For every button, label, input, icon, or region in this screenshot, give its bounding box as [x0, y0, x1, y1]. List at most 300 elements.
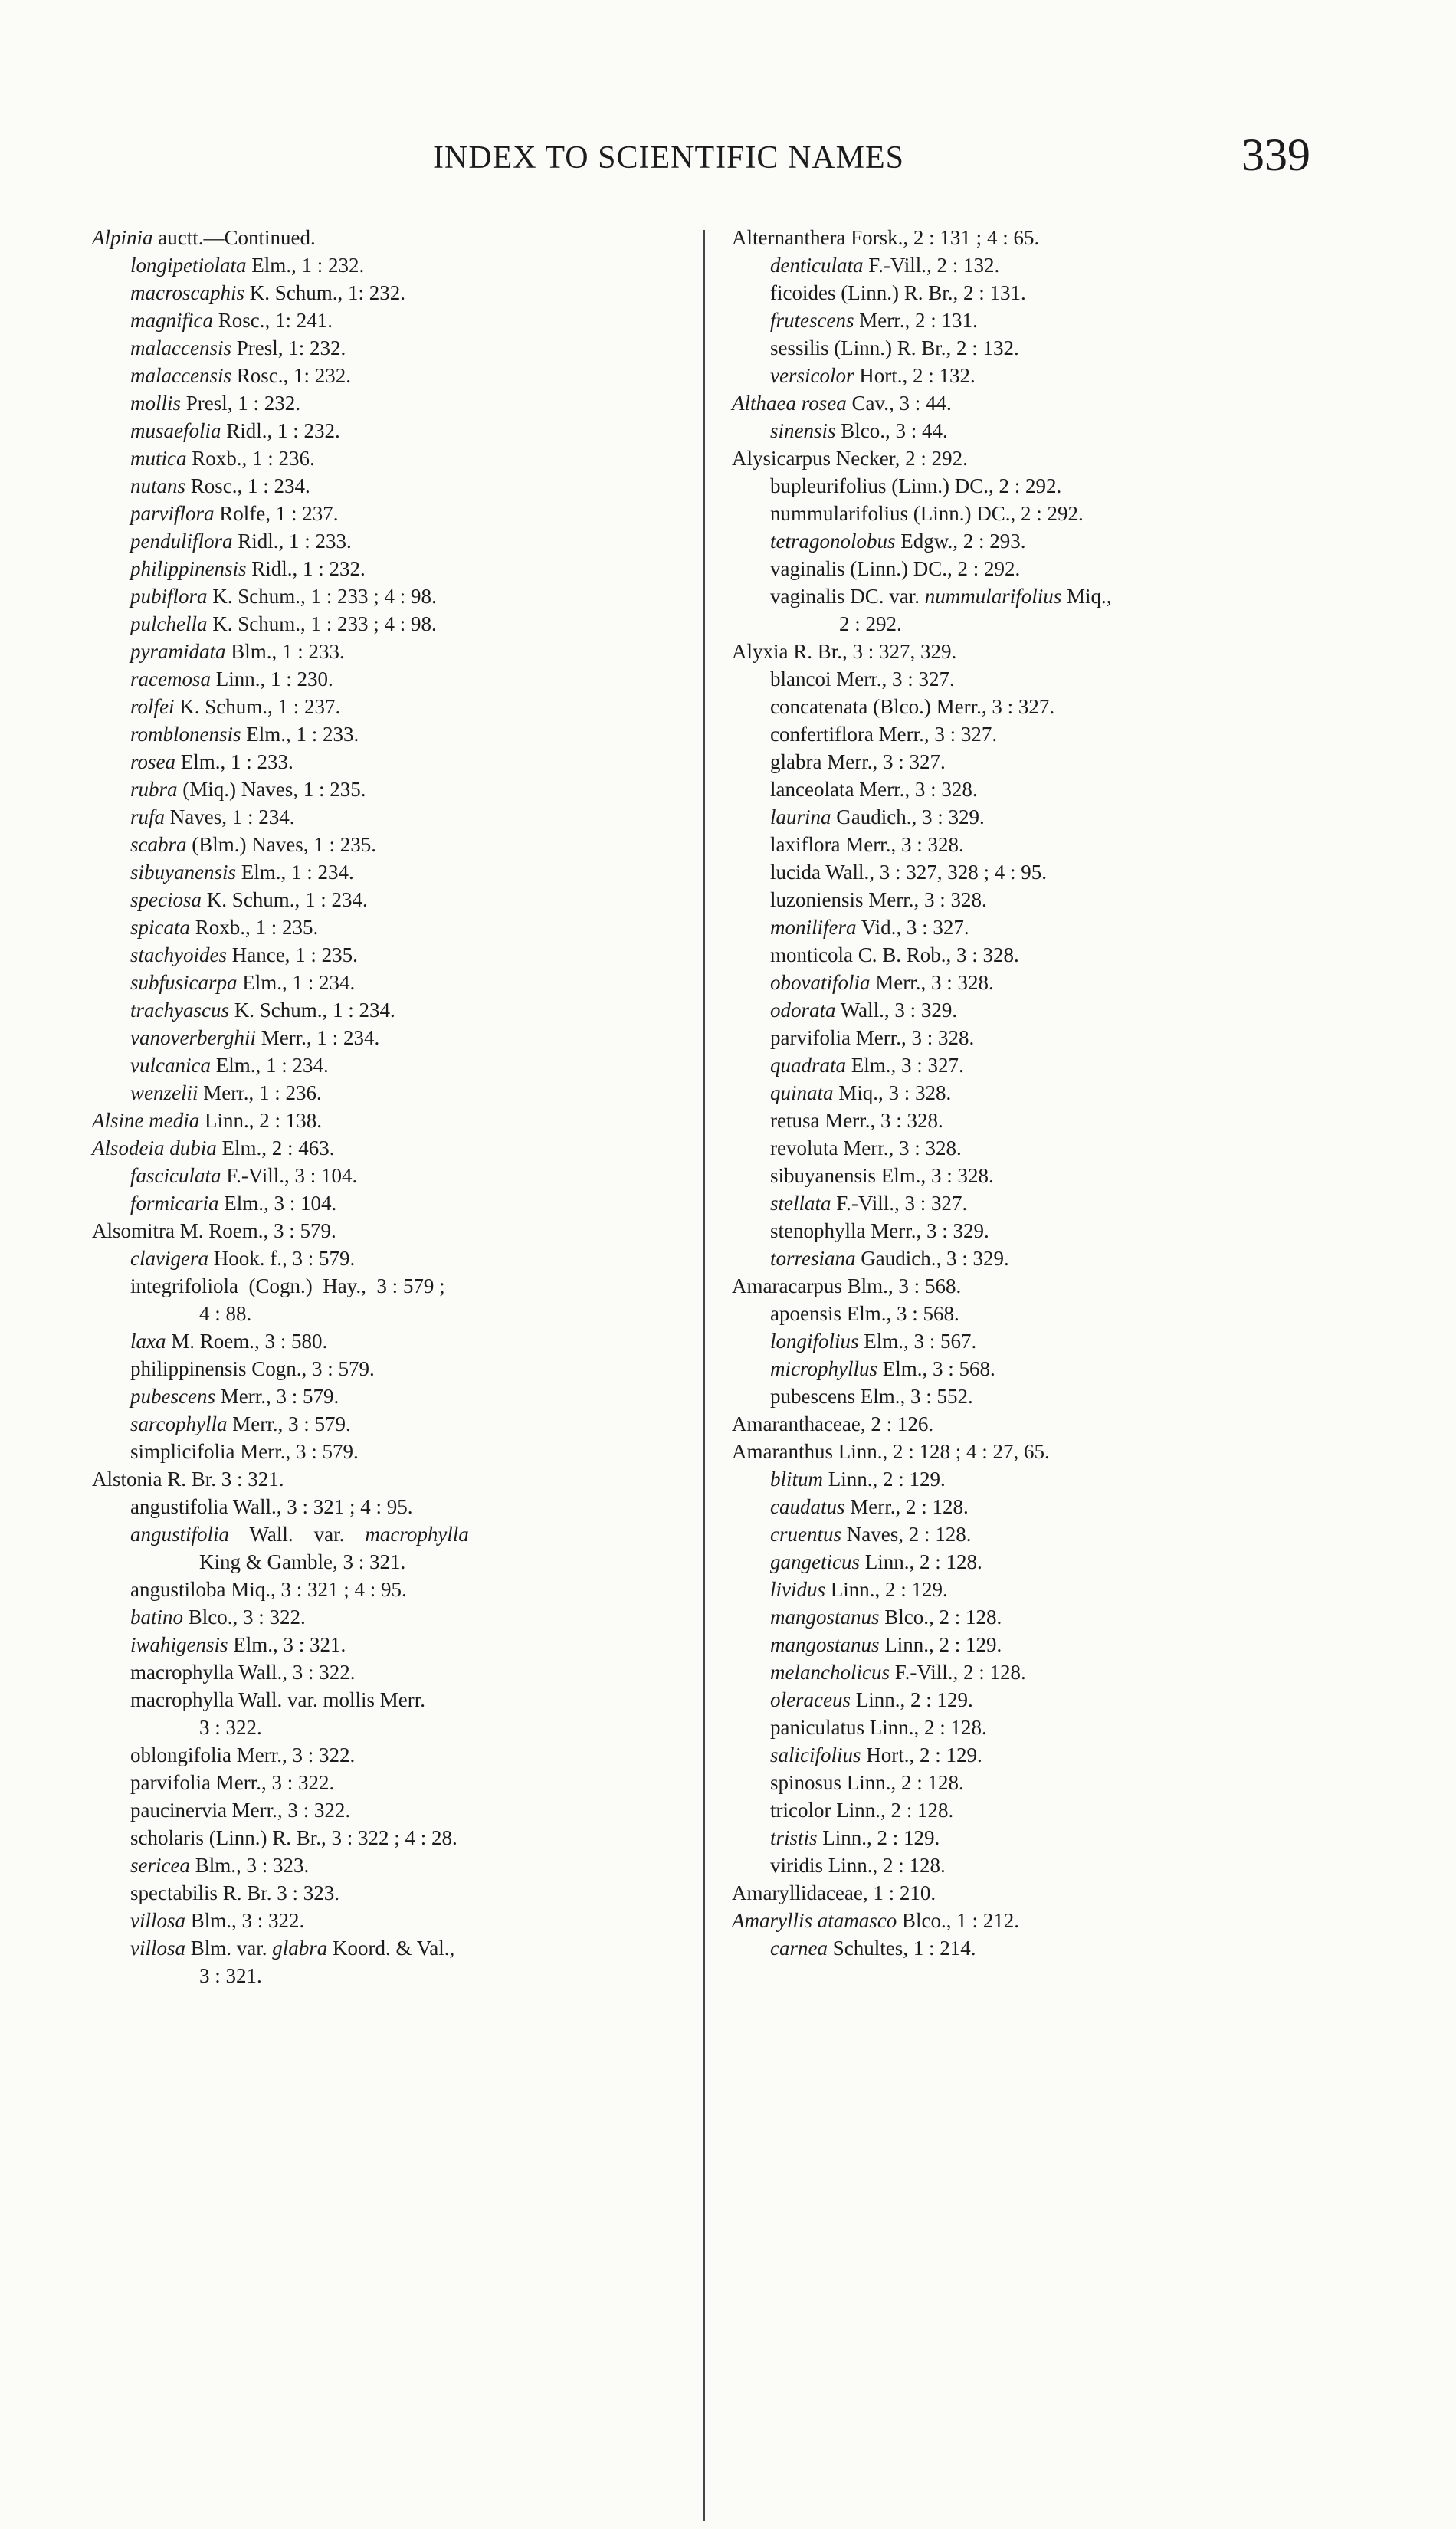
index-entry-sub [732, 1107, 1333, 1134]
index-entry-sub [732, 1134, 1333, 1162]
entry-text: Elm., 1 : 233. [241, 723, 359, 746]
entry-text-italic: scabra [130, 833, 187, 856]
index-entry-sub [92, 1907, 690, 1934]
index-entry-sub [732, 1686, 1333, 1714]
entry-text: Wall., 3 : 329. [835, 999, 958, 1022]
entry-text: ficoides (Linn.) R. Br., 2 : 131. [770, 281, 1026, 304]
entry-text: Elm., 2 : 463. [216, 1137, 335, 1160]
entry-text-italic: pulchella [130, 612, 208, 635]
entry-text-italic: racemosa [130, 668, 211, 690]
index-entry-sub [732, 886, 1333, 914]
entry-text-italic: angustifolia [130, 1523, 230, 1546]
index-entry-sub [732, 941, 1333, 969]
entry-text-italic: pubescens [130, 1385, 215, 1408]
entry-text: F.-Vill., 3 : 327. [831, 1192, 968, 1215]
index-entry-sub [732, 720, 1333, 748]
entry-text-italic: odorata [770, 999, 836, 1022]
index-entry-sub [92, 472, 690, 500]
entry-text: laxiflora Merr., 3 : 328. [770, 833, 964, 856]
index-entry-sub [92, 307, 690, 334]
entry-text-italic: nummularifolius [924, 585, 1062, 608]
entry-text: lucida Wall., 3 : 327, 328 ; 4 : 95. [770, 861, 1048, 884]
index-entry-sub [732, 803, 1333, 831]
entry-text: Linn., 2 : 129. [817, 1826, 940, 1849]
index-entry-sub [732, 307, 1333, 334]
entry-text: Blco., 1 : 212. [897, 1909, 1019, 1932]
entry-text-italic: tristis [770, 1826, 818, 1849]
index-entry-main [732, 389, 1333, 417]
entry-text: Elm., 3 : 567. [858, 1330, 977, 1353]
entry-text: Alstonia R. Br. 3 : 321. [92, 1468, 284, 1491]
index-entry-sub [92, 969, 690, 996]
index-entry-sub [732, 1934, 1333, 1962]
index-entry-sub [92, 1327, 690, 1355]
index-entry-sub [92, 1852, 690, 1879]
entry-text-italic: glabra [272, 1937, 328, 1960]
entry-text: Merr., 1 : 236. [198, 1081, 322, 1104]
entry-text-italic: Alsodeia dubia [92, 1137, 217, 1160]
entry-text-italic: torresiana [770, 1247, 856, 1270]
entry-text: Alsomitra M. Roem., 3 : 579. [92, 1219, 336, 1242]
entry-text: Linn., 2 : 129. [823, 1468, 946, 1491]
entry-text: Blm., 3 : 323. [189, 1854, 310, 1877]
entry-text: paniculatus Linn., 2 : 128. [770, 1716, 987, 1739]
entry-text: Presl, 1 : 232. [181, 392, 301, 415]
index-entry-sub [92, 527, 690, 555]
entry-text-italic: villosa [130, 1937, 185, 1960]
entry-text: Schultes, 1 : 214. [827, 1937, 976, 1960]
index-entry-sub [732, 996, 1333, 1024]
entry-text-italic: rubra [130, 778, 178, 801]
entry-text: vaginalis (Linn.) DC., 2 : 292. [770, 557, 1021, 580]
index-entry-sub [92, 776, 690, 803]
entry-text-italic: Althaea rosea [732, 392, 847, 415]
entry-text: Rolfe, 1 : 237. [214, 502, 339, 525]
index-entry-sub [92, 1934, 690, 1962]
index-entry-sub [732, 279, 1333, 307]
entry-text: Blco., 3 : 322. [183, 1606, 306, 1629]
entry-text: Gaudich., 3 : 329. [855, 1247, 1009, 1270]
index-entry-sub [92, 1576, 690, 1603]
index-entry-sub [92, 334, 690, 362]
entry-text-italic: musaefolia [130, 419, 221, 442]
entry-text: Naves, 2 : 128. [841, 1523, 972, 1546]
entry-text-italic: wenzelii [130, 1081, 198, 1104]
index-entry-sub [732, 1714, 1333, 1741]
index-entry-sub [92, 389, 690, 417]
entry-text: revoluta Merr., 3 : 328. [770, 1137, 962, 1160]
index-entry-sub [92, 831, 690, 858]
index-entry-sub [92, 1162, 690, 1189]
entry-text: blancoi Merr., 3 : 327. [770, 668, 955, 690]
entry-text: Linn., 2 : 138. [199, 1109, 322, 1132]
index-entry-sub [92, 444, 690, 472]
index-entry-sub [92, 914, 690, 941]
index-entry-sub [92, 1824, 690, 1852]
index-entry-main [732, 638, 1333, 665]
index-entry-sub [732, 1024, 1333, 1051]
index-entry-sub [732, 1769, 1333, 1796]
entry-text: parvifolia Merr., 3 : 328. [770, 1026, 975, 1049]
entry-text-italic: rosea [130, 750, 175, 773]
entry-text: Elm., 1 : 234. [210, 1054, 329, 1077]
index-entry-main [732, 1410, 1333, 1438]
entry-text-italic: vanoverberghii [130, 1026, 256, 1049]
entry-text: philippinensis Cogn., 3 : 579. [130, 1357, 375, 1380]
index-entry-sub [732, 1189, 1333, 1217]
index-entry-main [92, 1134, 690, 1162]
entry-text: retusa Merr., 3 : 328. [770, 1109, 943, 1132]
index-entry-sub [92, 1272, 690, 1300]
column-divider [703, 230, 705, 2521]
entry-text-italic: nutans [130, 474, 186, 497]
entry-text: integrifoliola (Cogn.) Hay., 3 : 579 ; [130, 1274, 445, 1297]
entry-text: Amaryllidaceae, 1 : 210. [732, 1881, 936, 1904]
entry-text: angustiloba Miq., 3 : 321 ; 4 : 95. [130, 1578, 407, 1601]
index-entry-sub [92, 582, 690, 610]
entry-text: (Blm.) Naves, 1 : 235. [186, 833, 376, 856]
index-entry-sub [92, 1493, 690, 1520]
entry-text: vaginalis DC. var. [770, 585, 925, 608]
page-number: 339 [1241, 130, 1310, 180]
entry-text-italic: mutica [130, 447, 187, 470]
entry-text: Elm., 3 : 104. [218, 1192, 337, 1215]
index-entry-sub [732, 1576, 1333, 1603]
entry-text: Elm., 1 : 234. [236, 861, 354, 884]
index-entry-sub [732, 1383, 1333, 1410]
index-entry-sub [732, 1465, 1333, 1493]
entry-text-italic: magnifica [130, 309, 213, 332]
entry-text: monticola C. B. Rob., 3 : 328. [770, 943, 1019, 966]
entry-text: Edgw., 2 : 293. [895, 530, 1026, 553]
index-entry-sub [732, 665, 1333, 693]
index-entry-sub [92, 1383, 690, 1410]
entry-text: Rosc., 1: 241. [213, 309, 333, 332]
entry-text-italic: mangostanus [770, 1633, 880, 1656]
entry-text-italic: stellata [770, 1192, 831, 1215]
entry-text-italic: cruentus [770, 1523, 841, 1546]
entry-text: pubescens Elm., 3 : 552. [770, 1385, 973, 1408]
entry-text-italic: denticulata [770, 254, 864, 277]
index-column-right [732, 224, 1333, 1962]
index-entry-sub [92, 803, 690, 831]
entry-text-italic: frutescens [770, 309, 854, 332]
entry-text-italic: philippinensis [130, 557, 247, 580]
index-entry-continuation [92, 1962, 690, 1989]
index-entry-sub [92, 555, 690, 582]
entry-text: Ridl., 1 : 233. [232, 530, 352, 553]
entry-text-italic: penduliflora [130, 530, 233, 553]
entry-text-italic: monilifera [770, 916, 857, 939]
entry-text: glabra Merr., 3 : 327. [770, 750, 946, 773]
entry-text-italic: gangeticus [770, 1550, 860, 1573]
entry-text: K. Schum., 1 : 237. [174, 695, 341, 718]
entry-text-italic: romblonensis [130, 723, 241, 746]
entry-text: luzoniensis Merr., 3 : 328. [770, 888, 987, 911]
entry-text: sessilis (Linn.) R. Br., 2 : 132. [770, 336, 1019, 359]
entry-text-italic: pyramidata [130, 640, 226, 663]
entry-text-italic: salicifolius [770, 1743, 861, 1766]
index-entry-sub [732, 555, 1333, 582]
entry-text: Elm., 1 : 232. [246, 254, 365, 277]
entry-text: Blco., 3 : 44. [835, 419, 948, 442]
index-entry-sub [732, 527, 1333, 555]
entry-text-italic: rolfei [130, 695, 175, 718]
entry-text: 3 : 321. [199, 1964, 262, 1987]
entry-text-italic: obovatifolia [770, 971, 871, 994]
entry-text-italic: oleraceus [770, 1688, 851, 1711]
entry-text: Rosc., 1 : 234. [185, 474, 310, 497]
index-entry-sub [732, 1741, 1333, 1769]
index-entry-sub [92, 1686, 690, 1714]
entry-text-italic: Alpinia [92, 226, 153, 249]
entry-text: paucinervia Merr., 3 : 322. [130, 1799, 351, 1822]
index-entry-sub [92, 1741, 690, 1769]
index-entry-sub [732, 362, 1333, 389]
index-entry-main [92, 1107, 690, 1134]
index-entry-sub [92, 665, 690, 693]
index-entry-sub [732, 1824, 1333, 1852]
entry-text: Cav., 3 : 44. [846, 392, 952, 415]
entry-text-italic: formicaria [130, 1192, 219, 1215]
entry-text-italic: melancholicus [770, 1661, 890, 1684]
entry-text-italic: malaccensis [130, 364, 231, 387]
entry-text: Naves, 1 : 234. [165, 805, 295, 828]
index-entry-sub [92, 417, 690, 444]
entry-text: Amaranthus Linn., 2 : 128 ; 4 : 27, 65. [732, 1440, 1050, 1463]
index-entry-sub [92, 1410, 690, 1438]
entry-text-italic: mollis [130, 392, 182, 415]
entry-text: auctt.—Continued. [152, 226, 316, 249]
entry-text-italic: villosa [130, 1909, 185, 1932]
entry-text: F.-Vill., 2 : 132. [863, 254, 1000, 277]
entry-text: Merr., 1 : 234. [255, 1026, 380, 1049]
index-entry-sub [92, 693, 690, 720]
entry-text: Merr., 2 : 128. [844, 1495, 969, 1518]
entry-text-italic: laurina [770, 805, 831, 828]
index-entry-sub [732, 1079, 1333, 1107]
index-entry-sub [732, 748, 1333, 776]
index-entry-sub [92, 251, 690, 279]
entry-text: oblongifolia Merr., 3 : 322. [130, 1743, 356, 1766]
entry-text: 4 : 88. [199, 1302, 252, 1325]
entry-text-italic: rufa [130, 805, 166, 828]
entry-text: Miq., 3 : 328. [833, 1081, 952, 1104]
entry-text-italic: clavigera [130, 1247, 208, 1270]
entry-text: Ridl., 1 : 232. [246, 557, 366, 580]
index-entry-sub [732, 1327, 1333, 1355]
entry-text: Hort., 2 : 132. [854, 364, 976, 387]
entry-text-italic: trachyascus [130, 999, 229, 1022]
entry-text: nummularifolius (Linn.) DC., 2 : 292. [770, 502, 1084, 525]
entry-text: spinosus Linn., 2 : 128. [770, 1771, 964, 1794]
index-entry-sub [92, 886, 690, 914]
index-entry-main [732, 444, 1333, 472]
index-entry-main [732, 1907, 1333, 1934]
entry-text-italic: vulcanica [130, 1054, 211, 1077]
index-entry-sub [732, 582, 1333, 610]
entry-text: Elm., 3 : 327. [846, 1054, 964, 1077]
entry-text-italic: sarcophylla [130, 1412, 228, 1435]
entry-text: bupleurifolius (Linn.) DC., 2 : 292. [770, 474, 1062, 497]
index-entry-sub [92, 1769, 690, 1796]
entry-text-italic: subfusicarpa [130, 971, 238, 994]
entry-text: Hook. f., 3 : 579. [208, 1247, 356, 1270]
entry-text: scholaris (Linn.) R. Br., 3 : 322 ; 4 : 28. [130, 1826, 457, 1849]
index-entry-main [732, 224, 1333, 251]
entry-text-italic: quinata [770, 1081, 834, 1104]
entry-text: Blm., 1 : 233. [225, 640, 345, 663]
index-entry-sub [732, 969, 1333, 996]
entry-text-italic: spicata [130, 916, 190, 939]
entry-text-italic: macrophylla [365, 1523, 469, 1546]
entry-text: Hort., 2 : 129. [861, 1743, 982, 1766]
running-title: INDEX TO SCIENTIFIC NAMES [433, 140, 904, 175]
index-entry-continuation [92, 1714, 690, 1741]
entry-text: parvifolia Merr., 3 : 322. [130, 1771, 335, 1794]
entry-text: Blm., 3 : 322. [185, 1909, 305, 1932]
entry-text: Ridl., 1 : 232. [221, 419, 340, 442]
entry-text-italic: pubiflora [130, 585, 208, 608]
index-entry-sub [732, 1548, 1333, 1576]
entry-text: 2 : 292. [839, 612, 902, 635]
entry-text: Koord. & Val., [327, 1937, 455, 1960]
index-entry-sub [732, 1852, 1333, 1879]
entry-text: spectabilis R. Br. 3 : 323. [130, 1881, 339, 1904]
entry-text: simplicifolia Merr., 3 : 579. [130, 1440, 359, 1463]
index-entry-sub [92, 1245, 690, 1272]
index-entry-continuation [92, 1300, 690, 1327]
entry-text: F.-Vill., 3 : 104. [221, 1164, 358, 1187]
index-column-left [92, 224, 690, 1989]
index-entry-sub [732, 831, 1333, 858]
entry-text: King & Gamble, 3 : 321. [199, 1550, 406, 1573]
index-entry-sub [732, 1493, 1333, 1520]
entry-text-italic: carnea [770, 1937, 828, 1960]
index-entry-sub [92, 1658, 690, 1686]
entry-text-italic: parviflora [130, 502, 215, 525]
entry-text: 3 : 322. [199, 1716, 262, 1739]
index-entry-main [92, 1217, 690, 1245]
index-entry-sub [92, 1520, 690, 1548]
entry-text: Merr., 2 : 131. [854, 309, 978, 332]
index-entry-sub [92, 1189, 690, 1217]
entry-text-italic: microphyllus [770, 1357, 877, 1380]
page-header [0, 129, 1456, 198]
entry-text: (Miq.) Naves, 1 : 235. [177, 778, 366, 801]
index-entry-sub [732, 500, 1333, 527]
index-entry-main [732, 1879, 1333, 1907]
entry-text: K. Schum., 1 : 234. [201, 888, 368, 911]
entry-text-italic: iwahigensis [130, 1633, 228, 1656]
entry-text: stenophylla Merr., 3 : 329. [770, 1219, 989, 1242]
entry-text: lanceolata Merr., 3 : 328. [770, 778, 978, 801]
index-entry-sub [732, 1631, 1333, 1658]
entry-text-italic: mangostanus [770, 1606, 880, 1629]
index-entry-sub [732, 334, 1333, 362]
entry-text: angustifolia Wall., 3 : 321 ; 4 : 95. [130, 1495, 413, 1518]
entry-text: K. Schum., 1: 232. [244, 281, 406, 304]
entry-text: Linn., 2 : 128. [859, 1550, 982, 1573]
index-entry-sub [732, 1520, 1333, 1548]
index-entry-sub [732, 1162, 1333, 1189]
index-entry-sub [92, 610, 690, 638]
index-entry-main [92, 1465, 690, 1493]
entry-text: apoensis Elm., 3 : 568. [770, 1302, 959, 1325]
entry-text-italic: lividus [770, 1578, 825, 1601]
entry-text: K. Schum., 1 : 233 ; 4 : 98. [207, 612, 437, 635]
entry-text: Alysicarpus Necker, 2 : 292. [732, 447, 968, 470]
entry-text: Elm., 1 : 234. [237, 971, 356, 994]
entry-text: Amaracarpus Blm., 3 : 568. [732, 1274, 962, 1297]
index-entry-sub [92, 1796, 690, 1824]
index-entry-continuation [732, 610, 1333, 638]
entry-text: Blco., 2 : 128. [879, 1606, 1002, 1629]
index-entry-sub [92, 1079, 690, 1107]
index-entry-sub [92, 1024, 690, 1051]
entry-text: Linn., 2 : 129. [850, 1688, 973, 1711]
entry-text: M. Roem., 3 : 580. [166, 1330, 328, 1353]
entry-text: Linn., 2 : 129. [879, 1633, 1002, 1656]
entry-text: Hance, 1 : 235. [226, 943, 358, 966]
entry-text: Linn., 2 : 129. [825, 1578, 948, 1601]
entry-text-italic: macroscaphis [130, 281, 244, 304]
entry-text: Blm. var. [185, 1937, 273, 1960]
entry-text: Rosc., 1: 232. [231, 364, 351, 387]
entry-text-italic: longifolius [770, 1330, 859, 1353]
entry-text: Merr., 3 : 579. [215, 1385, 339, 1408]
index-entry-sub [92, 941, 690, 969]
index-entry-sub [92, 1051, 690, 1079]
index-entry-sub [732, 1300, 1333, 1327]
index-entry-sub [92, 748, 690, 776]
entry-text-italic: blitum [770, 1468, 824, 1491]
entry-text: tricolor Linn., 2 : 128. [770, 1799, 954, 1822]
entry-text-italic: quadrata [770, 1054, 847, 1077]
entry-text: Amaranthaceae, 2 : 126. [732, 1412, 934, 1435]
index-entry-sub [732, 417, 1333, 444]
entry-text: Gaudich., 3 : 329. [831, 805, 985, 828]
entry-text: Wall. var. [229, 1523, 366, 1546]
index-entry-sub [732, 251, 1333, 279]
entry-text-italic: malaccensis [130, 336, 231, 359]
entry-text: macrophylla Wall. var. mollis Merr. [130, 1688, 426, 1711]
entry-text-italic: stachyoides [130, 943, 227, 966]
index-entry-sub [732, 472, 1333, 500]
entry-text-italic: versicolor [770, 364, 854, 387]
index-entry-sub [92, 720, 690, 748]
index-entry-sub [732, 1245, 1333, 1272]
entry-text: K. Schum., 1 : 233 ; 4 : 98. [207, 585, 437, 608]
entry-text-italic: Alsine media [92, 1109, 200, 1132]
index-entry-sub [92, 279, 690, 307]
index-entry-main [92, 224, 690, 251]
entry-text-italic: speciosa [130, 888, 202, 911]
index-entry-sub [92, 500, 690, 527]
entry-text: Roxb., 1 : 235. [190, 916, 319, 939]
index-entry-sub [92, 1631, 690, 1658]
entry-text: Alternanthera Forsk., 2 : 131 ; 4 : 65. [732, 226, 1040, 249]
entry-text: Presl, 1: 232. [231, 336, 346, 359]
entry-text-italic: Amaryllis atamasco [732, 1909, 897, 1932]
entry-text: K. Schum., 1 : 234. [228, 999, 395, 1022]
index-entry-sub [732, 693, 1333, 720]
entry-text: viridis Linn., 2 : 128. [770, 1854, 946, 1877]
entry-text-italic: laxa [130, 1330, 166, 1353]
entry-text: Elm., 3 : 321. [228, 1633, 346, 1656]
entry-text: Elm., 3 : 568. [877, 1357, 995, 1380]
entry-text-italic: batino [130, 1606, 184, 1629]
